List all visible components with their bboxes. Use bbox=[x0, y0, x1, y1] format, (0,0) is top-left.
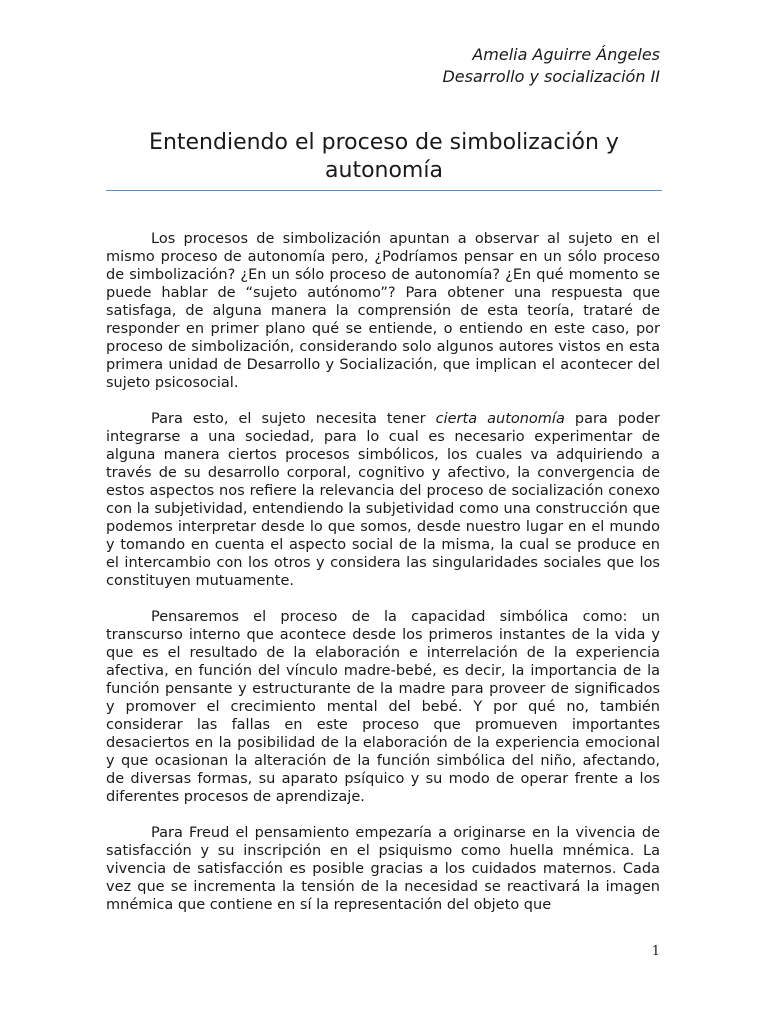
paragraph-1: Los procesos de simbolización apuntan a observar al sujeto en el mismo proceso de autonomía pero, ¿Podríamos pensar en un sólo proceso de simbolización? ¿En un sólo proceso de autonomía? ¿En qué momento se puede hablar de “sujeto autónomo”? Para obtener una respuesta que satisfaga, de alguna manera la comprensión de esta teoría, trataré de responder en primer plano qué se entiende, o entiendo en este caso, por proceso de simbolización, considerando solo algunos autores vistos en esta primera unidad de Desarrollo y Socialización, que implican el acontecer del sujeto psicosocial. bbox=[106, 231, 660, 391]
paragraph-2-text-start: Para esto, el sujeto necesita tener bbox=[151, 411, 436, 427]
title-underline-divider bbox=[106, 190, 662, 191]
paragraph-4: Para Freud el pensamiento empezaría a originarse en la vivencia de satisfacción y su inscripción en el psiquismo como huella mnémica. La vivencia de satisfacción es posible gracias a los cuidados maternos. Cada vez que se incrementa la tensión de la necesidad se reactivará la imagen mnémica que contiene en sí la representación del objeto que bbox=[106, 825, 660, 913]
paragraph-2 bbox=[106, 410, 660, 590]
document-header bbox=[442, 44, 660, 88]
paragraph-2-text-end: para poder integrarse a una sociedad, para lo cual es necesario experimentar de alguna manera ciertos procesos simbólicos, los cuales va adquiriendo a través de su desarrollo corporal, cognitivo y afectivo, la convergencia de estos aspectos nos refiere la relevancia del proceso de socialización conexo con la subjetividad, entendiendo la subjetividad como una construcción que podemos interpretar desde lo que somos, desde nuestro lugar en el mundo y tomando en cuenta el aspecto social de la misma, la cual se produce en el intercambio con los otros y considera las singularidades sociales que los constituyen mutuamente. bbox=[106, 411, 660, 589]
author-name: Amelia Aguirre Ángeles bbox=[472, 45, 660, 64]
course-name: Desarrollo y socialización II bbox=[442, 67, 660, 86]
page-number: 1 bbox=[651, 944, 660, 959]
paragraph-2-emphasis: cierta autonomía bbox=[435, 411, 565, 427]
paragraph-3: Pensaremos el proceso de la capacidad simbólica como: un transcurso interno que acontece desde los primeros instantes de la vida y que es el resultado de la elaboración e interrelación de la experiencia afectiva, en función del vínculo madre-bebé, es decir, la importancia de la función pensante y estructurante de la madre para proveer de significados y promover el crecimiento mental del bebé. Y por qué no, también considerar las fallas en este proceso que promueven importantes desaciertos en la posibilidad de la elaboración de la experiencia emocional y que ocasionan la alteración de la función simbólica del niño, afectando, de diversas formas, su aparato psíquico y su modo de operar frente a los diferentes procesos de aprendizaje. bbox=[106, 609, 660, 805]
document-title: Entendiendo el proceso de simbolización y autonomía bbox=[149, 130, 619, 183]
document-body bbox=[106, 230, 660, 914]
